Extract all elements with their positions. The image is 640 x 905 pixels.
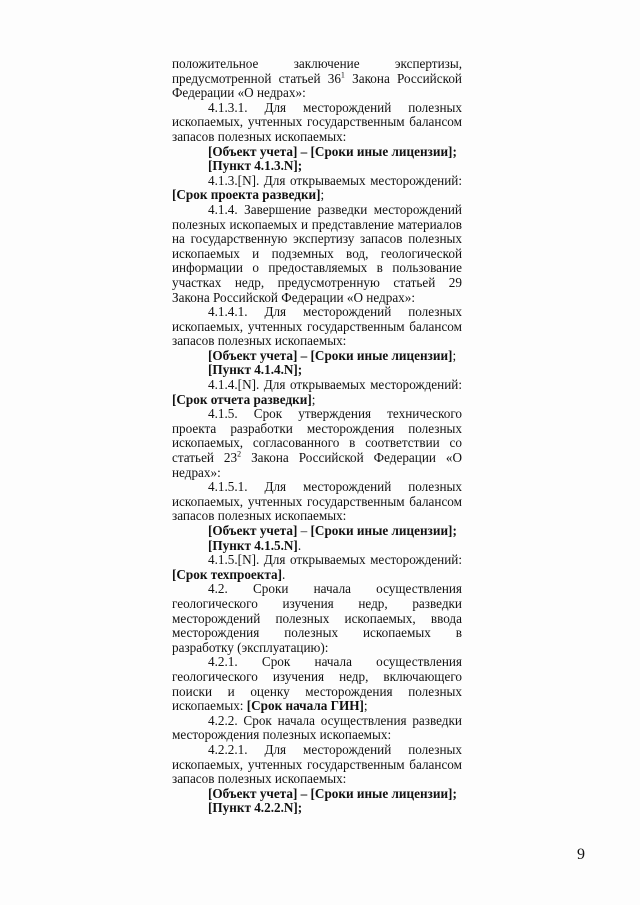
paragraph: 4.1.3.1. Для месторождений полезных ископаемых, учтенных государственным балансом запасов полезных ископаемых: xyxy=(172,99,462,144)
template-placeholder: [Срок проекта разведки] xyxy=(172,187,321,203)
paragraph: 4.1.5.1. Для месторождений полезных ископаемых, учтенных государственным балансом запасов полезных ископаемых: xyxy=(172,479,462,524)
template-placeholder: [Срок отчета разведки] xyxy=(172,391,312,407)
template-placeholder: [Объект учета] – [Сроки иные лицензии]; xyxy=(208,347,457,363)
paragraph: 4.2. Сроки начала осуществления геологического изучения недр, разведки месторождений полезных ископаемых, ввода месторождения полезных ископаемых в разработку (эксплуатацию): xyxy=(172,581,462,655)
template-placeholder: [Срок техпроекта] xyxy=(172,566,283,582)
paragraph: 4.1.5.[N]. Для открываемых месторождений: [Срок техпроекта]. xyxy=(172,552,462,582)
paragraph: 4.1.3.[N]. Для открываемых месторождений: [Срок проекта разведки]; xyxy=(172,172,462,203)
paragraph: 4.2.2. Срок начала осуществления разведки месторождения полезных ископаемых: xyxy=(172,712,462,743)
page-number: 9 xyxy=(577,846,585,863)
template-placeholder: [Объект учета] – [Сроки иные лицензии]; xyxy=(208,143,457,159)
template-placeholder: [Срок начала ГИН] xyxy=(246,698,364,714)
paragraph: 4.1.4. Завершение разведки месторождений полезных ископаемых и представление материалов на государственную экспертизу запасов полезных ископаемых и подземных вод, геологической информации о предоставляемых в пользование участках недр, предусмотренную статьей 29 Закона Российской Федерации «О недрах»: xyxy=(172,201,462,305)
template-placeholder: [Пункт 4.2.2.N]; xyxy=(208,800,303,816)
template-placeholder: [Пункт 4.1.4.N]; xyxy=(208,362,303,378)
paragraph: 4.2.1. Срок начала осуществления геологического изучения недр, включающего поиски и оценку месторождения полезных ископаемых: [Срок начала ГИН]; xyxy=(172,654,462,714)
template-placeholder: [Объект учета] – [Сроки иные лицензии]; xyxy=(208,785,457,801)
paragraph: 4.1.4.1. Для месторождений полезных ископаемых, учтенных государственным балансом запасов полезных ископаемых: xyxy=(172,304,462,349)
paragraph: 4.1.4.[N]. Для открываемых месторождений: [Срок отчета разведки]; xyxy=(172,377,462,407)
document-body xyxy=(172,57,462,816)
footnote-mark: 2 xyxy=(237,449,242,459)
template-placeholder: [Объект учета] – [Сроки иные лицензии]; xyxy=(208,523,457,538)
template-placeholder: [Пункт 4.1.3.N]; xyxy=(208,158,303,174)
paragraph: 4.1.5. Срок утверждения технического проекта разработки месторождения полезных ископаемых, согласованного в соответствии со статьей $23^2$ Закона Российской Федерации «О недрах»: xyxy=(172,406,463,480)
template-placeholder: [Пункт 4.1.5.N]. xyxy=(208,537,302,553)
footnote-mark: 1 xyxy=(340,70,345,80)
paragraph: 4.2.2.1. Для месторождений полезных ископаемых, учтенных государственным балансом запасов полезных ископаемых: xyxy=(172,741,462,787)
paragraph: положительное заключение экспертизы, предусмотренной статьей $36^1$ Закона Российской Федерации «О недрах»: xyxy=(172,56,462,101)
